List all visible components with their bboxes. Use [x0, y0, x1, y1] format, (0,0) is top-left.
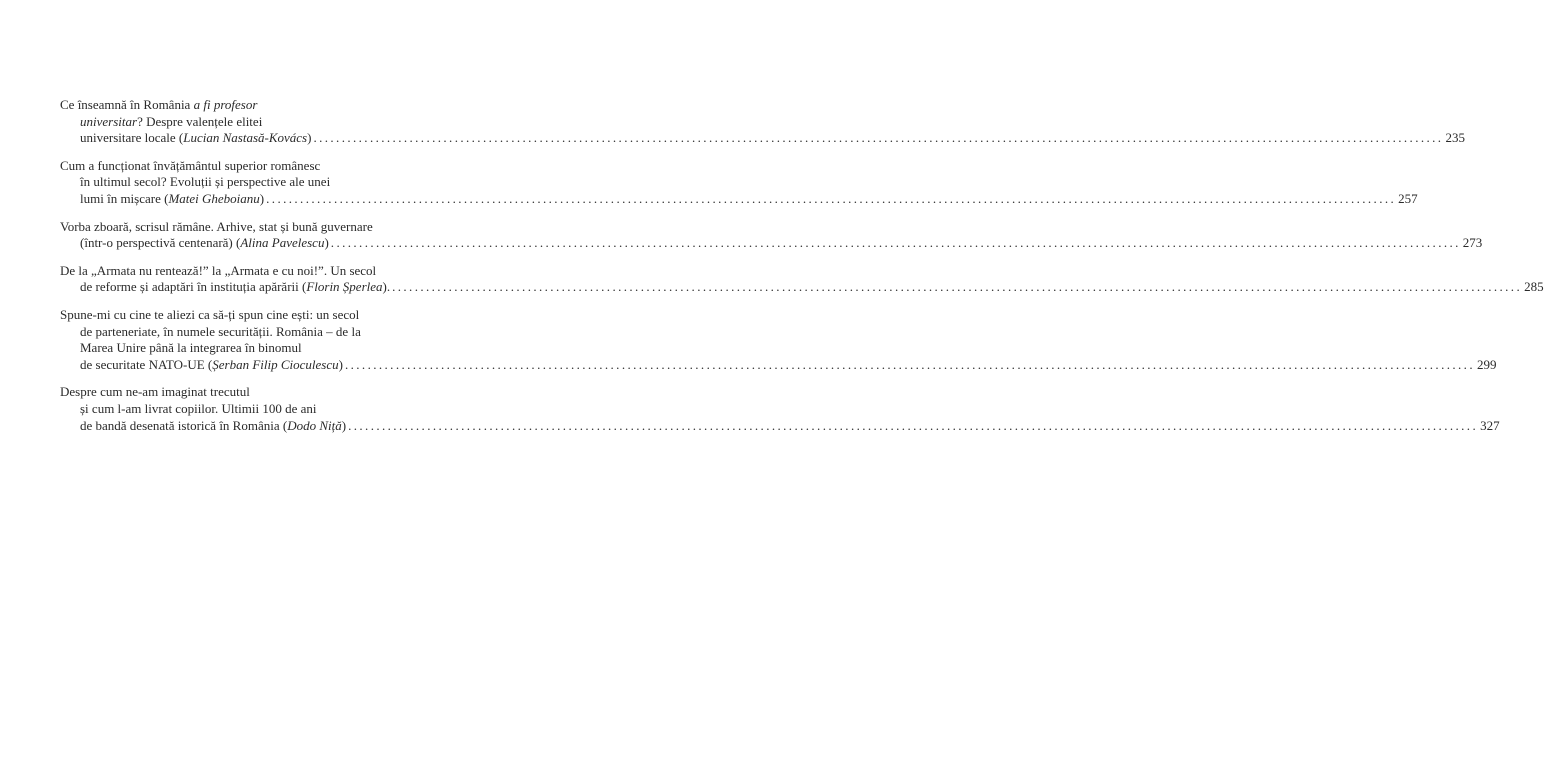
text-segment: ): [324, 235, 329, 251]
text-segment: de bandă desenată istorică în România (: [80, 417, 288, 433]
page-number: 257: [1398, 190, 1418, 206]
toc-entry-line: [60, 97, 442, 114]
page-number: 299: [1476, 356, 1497, 372]
toc-entry-last-line: [60, 279, 1544, 296]
italic-text: Șerban Filip Cioculescu: [212, 356, 339, 372]
toc-entry[interactable]: [60, 384, 1500, 434]
toc-entry-line: [60, 384, 442, 401]
toc-entry[interactable]: [60, 218, 1483, 252]
dot-leader: ........................................................................................................................................................................................................: [344, 356, 1475, 372]
toc-entry-last-line: [60, 190, 1418, 208]
italic-text: Lucian Nastasă-Kovács: [183, 130, 308, 146]
toc-entry-line: [60, 219, 442, 236]
text-segment: De la „Armata nu rentează!” la „Armata e cu noi!”. Un secol: [60, 262, 377, 278]
toc-entry-line: [60, 158, 442, 175]
toc-entry[interactable]: [60, 262, 1544, 296]
text-segment: ): [307, 130, 312, 146]
text-segment: Cum a funcționat învățământul superior românesc: [60, 157, 321, 173]
dot-leader: ........................................................................................................................................................................................................: [348, 417, 1479, 433]
dot-leader: ........................................................................................................................................................................................................: [392, 279, 1523, 295]
italic-text: Alina Pavelescu: [240, 235, 325, 251]
toc-entry-text: [80, 418, 346, 435]
toc-entry-text: [80, 279, 390, 296]
text-segment: de parteneriate, în numele securității. România – de la: [80, 323, 361, 339]
toc-entry-line: [60, 307, 442, 324]
toc-entry-text: [80, 357, 343, 374]
text-segment: ): [341, 417, 347, 433]
italic-text: a fi profesor: [193, 97, 258, 112]
toc-entry[interactable]: [60, 306, 1497, 373]
text-segment: Spune-mi cu cine te aliezi ca să-ți spun cine ești: un secol: [60, 306, 360, 322]
text-segment: de securitate NATO-UE (: [80, 356, 213, 372]
page-number: 285: [1524, 279, 1544, 295]
toc-entry-line: [60, 114, 442, 131]
text-segment: ? Despre valențele elitei: [137, 113, 263, 129]
text-segment: lumi în mișcare (: [80, 190, 169, 206]
toc-entry-text: [80, 130, 311, 147]
page-number: 327: [1480, 417, 1500, 433]
text-segment: ): [259, 190, 265, 206]
text-segment: Vorba zboară, scrisul rămâne. Arhive, stat și bună guvernare: [60, 218, 373, 234]
italic-text: universitar: [80, 113, 138, 129]
text-segment: (într-o perspectivă centenară) (: [80, 235, 241, 251]
toc-entry-last-line: [60, 356, 1497, 374]
toc-entry[interactable]: [60, 157, 1418, 208]
table-of-contents: [60, 97, 1544, 445]
text-segment: în ultimul secol? Evoluții și perspective ale unei: [80, 174, 331, 190]
toc-entry-text: [80, 191, 264, 208]
text-segment: de reforme și adaptări în instituția apărării (: [80, 279, 307, 295]
toc-entry-last-line: [60, 130, 1465, 147]
dot-leader: ........................................................................................................................................................................................................: [330, 235, 1461, 251]
text-segment: universitare locale (: [80, 130, 184, 146]
text-segment: ).: [382, 279, 391, 295]
dot-leader: ........................................................................................................................................................................................................: [266, 190, 1397, 206]
toc-entry-line: [60, 263, 442, 280]
toc-entry-text: [80, 235, 329, 252]
text-segment: ): [338, 356, 343, 372]
toc-entry-line: [60, 174, 442, 191]
text-segment: și cum l-am livrat copiilor. Ultimii 100 de ani: [80, 400, 317, 416]
italic-text: Matei Gheboianu: [168, 190, 260, 206]
text-segment: Despre cum ne-am imaginat trecutul: [60, 384, 250, 400]
toc-entry-line: [60, 340, 442, 357]
italic-text: Florin Șperlea: [306, 279, 383, 295]
toc-entry-line: [60, 324, 442, 341]
page-number: 273: [1462, 235, 1483, 251]
toc-entry-line: [60, 401, 442, 418]
page-number: 235: [1445, 130, 1465, 146]
text-segment: Marea Unire până la integrarea în binomul: [80, 340, 302, 356]
text-segment: Ce înseamnă în România: [60, 97, 194, 112]
italic-text: Dodo Niță: [287, 417, 342, 433]
toc-entry[interactable]: [60, 97, 1465, 147]
dot-leader: ........................................................................................................................................................................................................: [313, 130, 1444, 146]
toc-entry-last-line: [60, 417, 1500, 435]
toc-entry-last-line: [60, 235, 1483, 252]
